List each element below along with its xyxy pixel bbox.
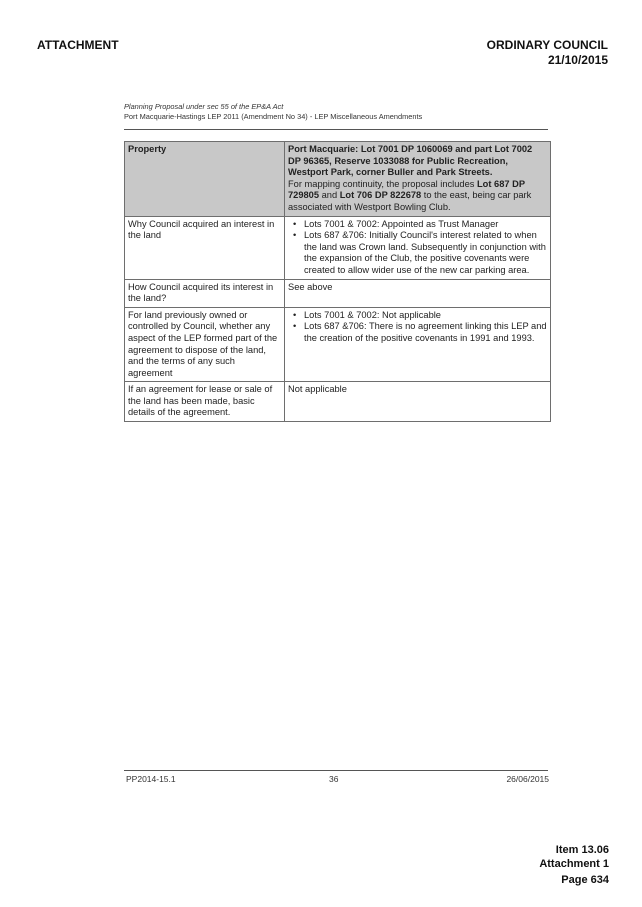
row-value <box>285 142 551 217</box>
list-item: • Lots 7001 & 7002: Not applicable <box>304 310 547 322</box>
page-number: Page 634 <box>561 874 609 886</box>
row-value <box>285 216 551 279</box>
row-label: For land previously owned or controlled by Council, whether any aspect of the LEP formed part of the agreement to dispose of the land, and the terms of any such agreement <box>125 307 285 382</box>
row-label: If an agreement for lease or sale of the land has been made, basic details of the agreement. <box>125 382 285 422</box>
mapping-note-text: and <box>319 190 340 201</box>
bullet-list <box>288 219 547 277</box>
table-row <box>125 382 551 422</box>
footer-page-number: 36 <box>329 774 339 784</box>
document-header-line1: Planning Proposal under sec 55 of the EP&A Act <box>124 102 284 111</box>
property-details-table <box>124 141 551 422</box>
lot-706-ref: Lot 706 DP 822678 <box>339 190 422 201</box>
table-row <box>125 307 551 382</box>
attachment-info <box>539 843 609 871</box>
row-value: See above <box>285 279 551 307</box>
row-value <box>285 307 551 382</box>
document-header-line2: Port Macquarie-Hastings LEP 2011 (Amendment No 34) - LEP Miscellaneous Amendments <box>124 112 423 121</box>
row-label: Property <box>125 142 285 217</box>
row-label: How Council acquired its interest in the land? <box>125 279 285 307</box>
mapping-note-text: For mapping continuity, the proposal includes <box>288 178 477 189</box>
table-row <box>125 279 551 307</box>
bullet-list <box>288 310 547 345</box>
row-value: Not applicable <box>285 382 551 422</box>
meeting-date: 21/10/2015 <box>547 53 608 67</box>
mapping-note-text: to the east, being car park associated with Westport Bowling Club. <box>288 190 532 212</box>
footer-date: 26/06/2015 <box>506 774 549 784</box>
lot-687-ref: Lot 687 DP 729805 <box>288 178 525 201</box>
mapping-note <box>288 179 547 214</box>
list-item: • Lots 687 &706: There is no agreement linking this LEP and the creation of the positive covenants in 1991 and 1993. <box>304 321 547 344</box>
footer-divider <box>124 770 548 771</box>
meeting-heading <box>487 38 608 68</box>
row-label: Why Council acquired an interest in the land <box>125 216 285 279</box>
meeting-title: ORDINARY COUNCIL <box>486 38 608 52</box>
table-row <box>125 142 551 217</box>
list-item: • Lots 7001 & 7002: Appointed as Trust Manager <box>304 219 547 231</box>
attachment-number: Attachment 1 <box>539 858 609 870</box>
attachment-heading: ATTACHMENT <box>37 38 119 52</box>
header-divider <box>124 129 548 130</box>
footer-reference: PP2014-15.1 <box>126 774 176 784</box>
table-row <box>125 216 551 279</box>
property-description: Port Macquarie: Lot 7001 DP 1060069 and part Lot 7002 DP 96365, Reserve 1033088 for Public Recreation, Westport Park, corner Buller and Park Streets. <box>288 144 533 178</box>
item-number: Item 13.06 <box>555 844 609 856</box>
document-header <box>124 102 548 122</box>
list-item: • Lots 687 &706: Initially Council's interest related to when the land was Crown land. Subsequently in conjunction with the expansion of the Club, the positive covenants were created to allow wider use of the new car parking area. <box>304 230 547 276</box>
